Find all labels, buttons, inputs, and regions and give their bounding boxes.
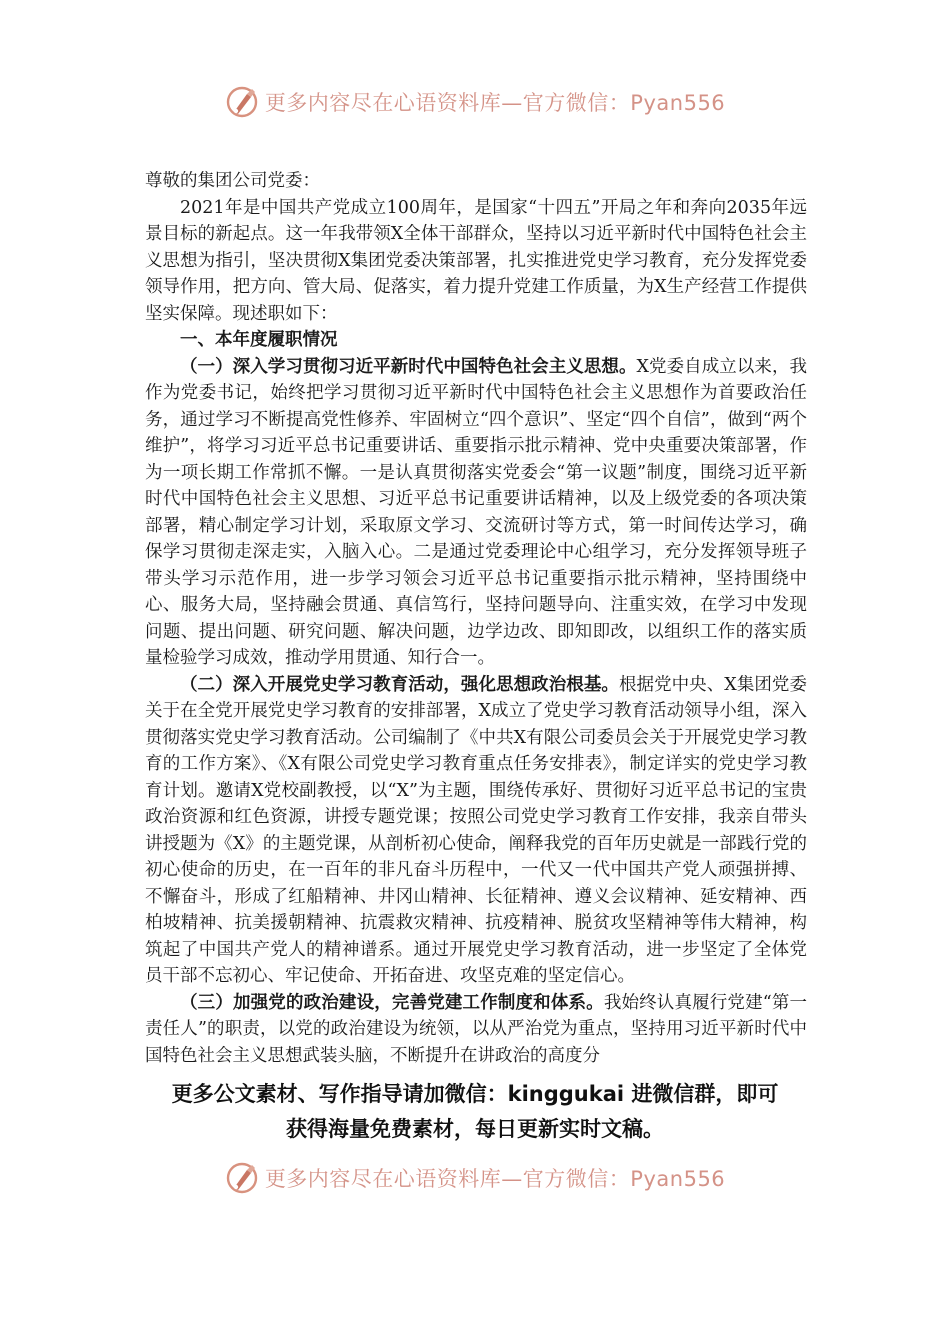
header-watermark-banner (0, 80, 950, 124)
item1-body: X党委自成立以来，我作为党委书记，始终把学习贯彻习近平新时代中国特色社会主义思想作为首要政治任务，通过学习不断提高党性修养、牢固树立“四个意识”、坚定“四个自信”，做到“两个维护”，将学习习近平总书记重要讲话、重要指示批示精神、党中央重要决策部署，作为一项长期工作常抓不懈。一是认真贯彻落实党委会“第一议题”制度，围绕习近平新时代中国特色社会主义思想、习近平总书记重要讲话精神，以及上级党委的各项决策部署，精心制定学习计划，采取原文学习、交流研讨等方式，第一时间传达学习，确保学习贯彻走深走实，入脑入心。二是通过党委理论中心组学习，充分发挥领导班子带头学习示范作用，进一步学习领会习近平总书记重要指示批示精神，坚持围绕中心、服务大局，坚持融会贯通、真信笃行，坚持问题导向、注重实效，在学习中发现问题、提出问题、研究问题、解决问题，边学边改、即知即改，以组织工作的落实质量检验学习成效，推动学用贯通、知行合一。 (145, 356, 807, 668)
item3-body: 我始终认真履行党建“第一责任人”的职责，以党的政治建设为统领，以从严治党为重点，坚持用习近平新时代中国特色社会主义思想武装头脑，不断提升在讲政治的高度分 (145, 992, 808, 1066)
pen-nib-logo-icon (225, 85, 259, 119)
banner-text: 更多内容尽在心语资料库—官方微信：Pyan556 (264, 91, 726, 115)
intro-paragraph: 2021年是中国共产党成立100周年，是国家“十四五”开局之年和奔向2035年远景目标的新起点。这一年我带领X全体干部群众，坚持以习近平新时代中国特色社会主义思想为指引，坚决贯彻X集团党委决策部署，扎实推进党史学习教育，充分发挥党委领导作用，把方向、管大局、促落实，着力提升党建工作质量，为X生产经营工作提供坚实保障。现述职如下： (145, 197, 807, 324)
item1-heading: （一）深入学习贯彻习近平新时代中国特色社会主义思想。 (180, 356, 637, 377)
item1-paragraph (145, 354, 807, 672)
promo-notice (120, 1077, 830, 1147)
promo-line-2: 获得海量免费素材，每日更新实时文稿。 (286, 1117, 664, 1141)
section-heading: 一、本年度履职情况 (180, 330, 338, 350)
salutation: 尊敬的集团公司党委： (145, 171, 320, 191)
item3-heading: （三）加强党的政治建设，完善党建工作制度和体系。 (180, 992, 604, 1013)
promo-line-1: 更多公文素材、写作指导请加微信：kinggukai 进微信群，即可 (171, 1082, 779, 1106)
item2-body: 根据党中央、X集团党委关于在全党开展党史学习教育的安排部署，X成立了党史学习教育活动领导小组，深入贯彻落实党史学习教育活动。公司编制了《中共X有限公司委员会关于开展党史学习教育的工作方案》、《X有限公司党史学习教育重点任务安排表》，制定详实的党史学习教育计划。邀请X党校副教授，以“X”为主题，围绕传承好、贯彻好习近平总书记的宝贵政治资源和红色资源，讲授专题党课；按照公司党史学习教育工作安排，我亲自带头讲授题为《X》的主题党课，从剖析初心使命，阐释我党的百年历史就是一部践行党的初心使命的历史，在一百年的非凡奋斗历程中，一代又一代中国共产党人顽强拼搏、不懈奋斗，形成了红船精神、井冈山精神、长征精神、遵义会议精神、延安精神、西柏坡精神、抗美援朝精神、抗震救灾精神、抗疫精神、脱贫攻坚精神等伟大精神，构筑起了中国共产党人的精神谱系。通过开展党史学习教育活动，进一步坚定了全体党员干部不忘初心、牢记使命、开拓奋进、攻坚克难的坚定信心。 (145, 674, 807, 986)
pen-nib-logo-icon (225, 1161, 259, 1195)
banner-text: 更多内容尽在心语资料库—官方微信：Pyan556 (264, 1167, 726, 1191)
footer-watermark-banner (0, 1156, 950, 1200)
item3-paragraph (145, 990, 807, 1070)
item2-heading: （二）深入开展党史学习教育活动，强化思想政治根基。 (180, 674, 619, 695)
item2-paragraph (145, 672, 807, 990)
document-body (145, 168, 807, 1069)
